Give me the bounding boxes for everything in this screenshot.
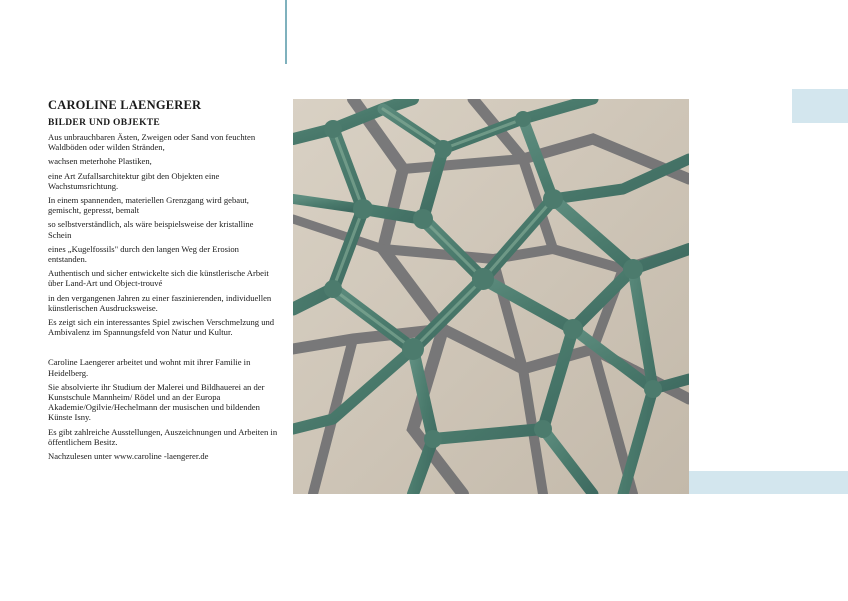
website-line: Nachzulesen unter www.caroline -laengerer.de <box>48 451 209 462</box>
intro-paragraph: Aus unbrauchbaren Ästen, Zweigen oder Sand von feuchten Waldböden oder wilden Stränden, <box>48 132 256 153</box>
sculpture-image <box>293 99 689 494</box>
intro-paragraph: eine Art Zufallsarchitektur gibt den Objekten eine Wachstumsrichtung. <box>48 170 220 191</box>
accent-block-bottom <box>689 471 848 494</box>
top-divider-line <box>285 0 287 64</box>
sculpture-photo <box>293 99 689 494</box>
bio-paragraph: Sie absolvierte ihr Studium der Malerei und Bildhauerei an der Kunstschule Mannheim/ Rödel und an der Europa Akademie/Ogilvie/Hechelmann der musischen und bildenden Künste Isny. <box>48 381 265 423</box>
bio-paragraph: Es gibt zahlreiche Ausstellungen, Auszeichnungen und Arbeiten in öffentlichem Besitz. <box>48 426 278 447</box>
section-subtitle: BILDER UND OBJEKTE <box>48 118 161 128</box>
intro-paragraph: Es zeigt sich ein interessantes Spiel zwischen Verschmelzung und Ambivalenz im Spannungsfeld von Natur und Kultur. <box>48 317 275 338</box>
paragraph-gap <box>48 341 278 357</box>
accent-block-top <box>792 89 848 123</box>
intro-paragraph: so selbstverständlich, als wäre beispielsweise der kristalline Schein <box>48 219 254 240</box>
text-column <box>48 98 278 465</box>
artist-name-title: CAROLINE LAENGERER <box>48 98 202 112</box>
intro-paragraph: wachsen meterhohe Plastiken, <box>48 156 152 167</box>
intro-paragraph: in den vergangenen Jahren zu einer faszinierenden, individuellen künstlerischen Ausdrucksweise. <box>48 292 272 313</box>
intro-paragraph: In einem spannenden, materiellen Grenzgang wird gebaut, gemischt, gepresst, bemalt <box>48 195 249 216</box>
intro-paragraph: eines „Kugelfossils" durch den langen Weg der Erosion entstanden. <box>48 243 239 265</box>
bio-paragraph: Caroline Laengerer arbeitet und wohnt mit ihrer Familie in Heidelberg. <box>48 357 251 378</box>
intro-paragraph: Authentisch und sicher entwickelte sich die künstlerische Arbeit über Land-Art und Object-trouvé <box>48 268 269 289</box>
